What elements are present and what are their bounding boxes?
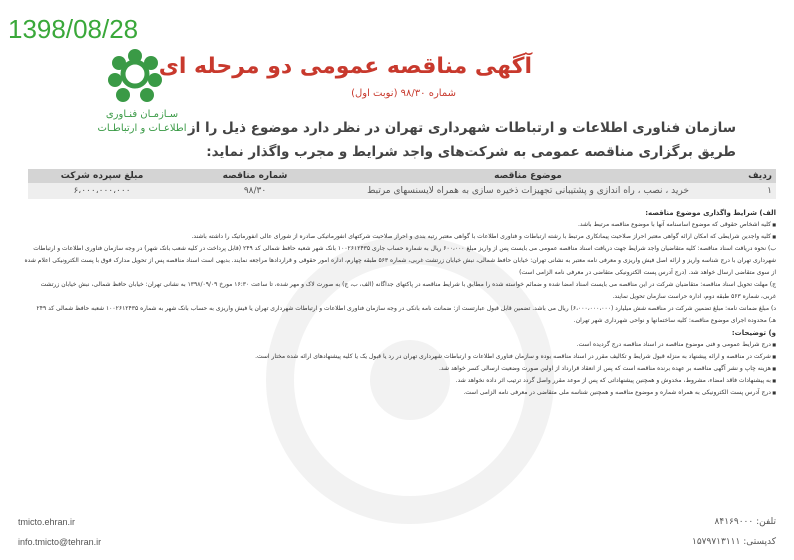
section-c: ج) مهلت تحویل اسناد مناقصه: متقاضیان شرکت در این مناقصه می بایست اسناد امضا شده و ضمائم خواسته شده را مطابق با شرایط مناقصه در پاکتهای جداگانه (الف، ب، ج) به صورت لاک و مهر شده، تا ساعت ۱۶:۳۰ مورخ ۱۳۹۸/۰۹/۰۹ به نشانی تهران: خیابان حافظ شمالی، نبش خیابان زرتشت غربی، شماره ۵۶۳ طبقه دوم، اداره حراست سازمان تحویل نمایند. (40, 281, 776, 300)
col-row: ردیف (722, 169, 776, 183)
section-a-heading: الف) شرایط واگذاری موضوع مناقصه: (645, 209, 776, 217)
section-f-item: ■ درج شرایط عمومی و فنی موضوع مناقصه در اسناد مناقصه درج گردیده است. (24, 339, 776, 351)
notice-date: 1398/08/28 (8, 14, 139, 44)
cell-deposit: ۶،۰۰۰،۰۰۰،۰۰۰ (28, 183, 176, 199)
section-f-item: ■ شرکت در مناقصه و ارائه پیشنهاد به منزله قبول شرایط و تکالیف مقرر در اسناد مناقصه بوده و سازمان فناوری اطلاعات و ارتباطات شهرداری تهران در رد یا قبول یک یا کلیه پیشنهادهای ارائه شده مختار است. (24, 351, 776, 363)
section-f-item: ■ به پیشنهادات فاقد امضاء، مشروط، مخدوش و همچنین پیشنهاداتی که پس از موعد مقرر واصل گردد ترتیب اثر داده نخواهد شد. (24, 375, 776, 387)
col-deposit: مبلغ سپرده شرکت (28, 169, 176, 183)
section-f-item: ■ درج آدرس پست الکترونیکی به همراه شماره و موضوع مناقصه و همچنین شناسه ملی متقاضی در معرفی نامه الزامی است. (24, 387, 776, 399)
phone-number: تلفن: ۸۴۱۶۹۰۰۰ (714, 517, 776, 527)
col-subject: موضوع مناقصه (334, 169, 722, 183)
website-link[interactable]: tmicto.ehran.ir (18, 517, 76, 527)
page-title: آگهی مناقصه عمومی دو مرحله ای (158, 54, 532, 79)
table-header-row (28, 169, 776, 183)
notice-number: شماره ۹۸/۳۰ (نوبت اول) (351, 88, 456, 99)
section-a-item: ■ کلیه اشخاص حقوقی که موضوع اساسنامه آنها با موضوع مناقصه مرتبط باشد. (24, 219, 776, 231)
table-row (28, 183, 776, 199)
col-number: شماره مناقصه (176, 169, 334, 183)
org-name-line1: سـازمـان فنـاوری (105, 109, 179, 120)
section-e: هـ) محدوده اجرای موضوع مناقصه: کلیه ساختمانها و نواحی شهرداری شهر تهران. (573, 317, 776, 324)
notice-body (24, 207, 776, 399)
cell-subject: خرید ، نصب ، راه اندازی و پشتیبانی تجهیزات ذخیره سازی به همراه لایسنسهای مرتبط (334, 183, 722, 199)
section-f-heading: و) توضیحات: (731, 329, 776, 337)
section-f-item: ■ هزینه چاپ و نشر آگهی مناقصه بر عهده برنده مناقصه است که پس از انعقاد قرارداد از اولین صورت وضعیت ارسالی کسر خواهد شد. (24, 363, 776, 375)
org-name-line2: اطلاعـات و ارتباطـات (97, 123, 187, 134)
cell-number: ۹۸/۳۰ (176, 183, 334, 199)
tender-table (28, 169, 776, 199)
contact-phone (692, 512, 776, 552)
section-a-item: ■ کلیه واجدین شرایطی که امکان ارائه گواهی معتبر احراز صلاحیت پیمانکاری مرتبط با رشته ارتباطات و فناوری اطلاعات با گواهی معتبر رتبه بندی و احراز صلاحیت شرکتهای انفورماتیکی صادره از شورای عالی انفورماتیک را داشته باشند. (24, 231, 776, 243)
intro-paragraph: سازمان فناوری اطلاعات و ارتباطات شهرداری تهران در نظر دارد موضوع ذیل را از طریق برگزاری مناقصه عمومی به شرکت‌های واجد شرایط و مجرب واگذار نماید: (187, 120, 736, 160)
postal-code: کدپستی: ۱۵۷۹۷۱۳۱۱۱ (692, 537, 776, 547)
cell-row: ۱ (722, 183, 776, 199)
section-d: د) مبلغ ضمانت نامه: مبلغ تضمین شرکت در مناقصه شش میلیارد (۶،۰۰۰،۰۰۰،۰۰۰) ریال می باشد. تضمین قابل قبول عبارتست از: ضمانت نامه بانکی در وجه سازمان فناوری اطلاعات و ارتباطات شهرداری تهران یا فیش واریزی به حساب بانک شهر به شماره ۱۰۰۲۶۱۲۴۳۵ شعبه حافظ شمالی کد ۲۴۹ (36, 305, 776, 312)
section-b: ب) نحوه دریافت اسناد مناقصه: کلیه متقاضیان واجد شرایط جهت دریافت اسناد مناقصه عمومی می بایست پس از واریز مبلغ ۶۰۰،۰۰۰ ریال به شماره حساب جاری ۱۰۰۲۶۱۲۴۳۵ بانک شهر شعبه حافظ شمالی کد ۲۴۹ (قابل پرداخت در کلیه شعب بانک شهر) در وجه سازمان فناوری اطلاعات و ارتباطات شهرداری تهران با درج شناسه واریز و ارائه اصل فیش واریزی و معرفی نامه معتبر به نشانی تهران: خیابان حافظ شمالی، نبش خیابان زرتشت غربی، شماره ۵۶۳ طبقه چهارم، اداره امور حقوقی و قراردادها مراجعه نمایند. بدیهی است اسناد مناقصه پس از تحویل مدارک فوق با پست الکترونیکی اعلام شده از سوی متقاضی ارسال خواهد شد. (درج آدرس پست الکترونیکی متقاضی در معرفی نامه الزامی است) (24, 245, 776, 276)
email-link[interactable]: info.tmicto@tehran.ir (18, 537, 102, 547)
contact-web (18, 512, 101, 552)
